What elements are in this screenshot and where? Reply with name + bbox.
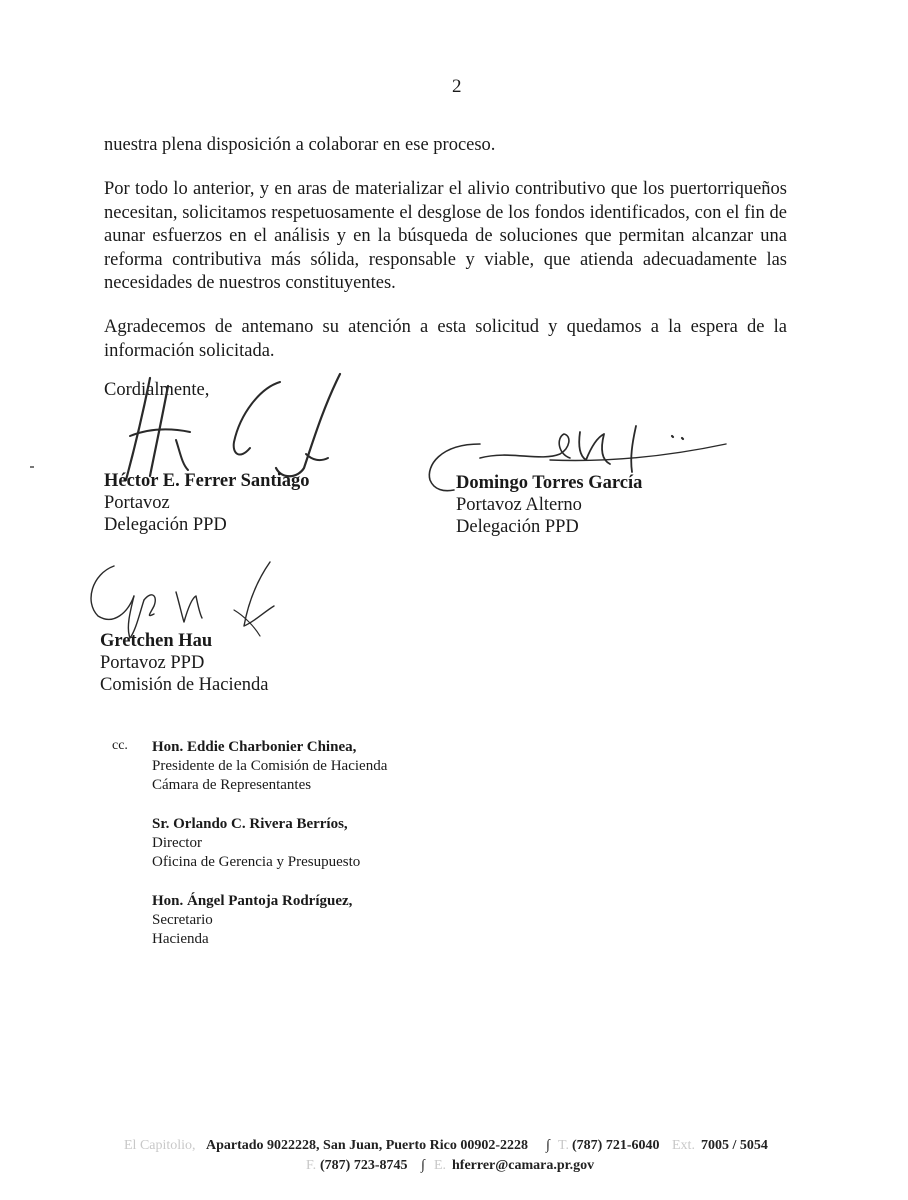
cc-label: cc. (112, 738, 128, 753)
body-paragraph-3: Agradecemos de antemano su atención a esta solicitud y quedamos a la espera de la información solicitada. (104, 317, 787, 361)
cc-recipient-name: Hon. Ángel Pantoja Rodríguez, (152, 893, 353, 909)
cc-recipient-title: Secretario (152, 912, 213, 928)
footer-address: Apartado 9022228, San Juan, Puerto Rico 00902-2228 (206, 1138, 529, 1153)
signatory-ferrer (104, 470, 310, 536)
scan-mark (30, 466, 34, 468)
signatory-role: Portavoz PPD (100, 653, 205, 673)
signatory-role: Portavoz Alterno (456, 495, 582, 515)
body-paragraph-2: Por todo lo anterior, y en aras de materializar el alivio contributivo que los puertorriqueños necesitan, solicitamos respetuosamente el desglose de los fondos identificados, con el fin de aunar esfuerzos en el análisis y en la búsqueda de soluciones que permitan alcanzar una reforma contributiva más sólida, responsable y viable, que atienda adecuadamente las necesidades de nuestros constituyentes. (104, 179, 787, 293)
signatory-hau (100, 630, 269, 696)
cc-recipient-office: Cámara de Representantes (152, 777, 312, 793)
footer-faint-text: F. (306, 1158, 317, 1173)
cc-recipient-name: Hon. Eddie Charbonier Chinea, (152, 739, 357, 755)
signatory-torres (456, 472, 642, 538)
footer-faint-text: T. (558, 1138, 570, 1153)
signatory-name: Héctor E. Ferrer Santiago (104, 471, 310, 491)
cc-recipient-title: Director (152, 835, 202, 851)
cc-recipient-office: Oficina de Gerencia y Presupuesto (152, 854, 361, 870)
cc-recipient-title: Presidente de la Comisión de Hacienda (152, 758, 388, 774)
footer-faint-text: E. (434, 1158, 447, 1173)
page-number: 2 (452, 76, 462, 97)
footer-email: hferrer@camara.pr.gov (452, 1158, 595, 1173)
footer-fax: (787) 723-8745 (320, 1158, 408, 1173)
signatory-name: Gretchen Hau (100, 631, 213, 651)
footer-separator: ∫ (546, 1138, 550, 1153)
body-paragraph-1: nuestra plena disposición a colaborar en ese proceso. (104, 135, 496, 155)
footer-separator: ∫ (421, 1158, 425, 1173)
signatory-name: Domingo Torres García (456, 473, 643, 493)
closing-salutation: Cordialmente, (104, 380, 210, 400)
cc-recipient (152, 892, 352, 949)
footer-phone: (787) 721-6040 (572, 1138, 660, 1153)
footer-extension: 7005 / 5054 (701, 1138, 768, 1153)
cc-recipient-name: Sr. Orlando C. Rivera Berríos, (152, 816, 348, 832)
signatory-group: Delegación PPD (456, 517, 579, 537)
cc-recipient (152, 815, 360, 872)
signatory-group: Comisión de Hacienda (100, 675, 269, 695)
signatory-group: Delegación PPD (104, 515, 227, 535)
signatory-role: Portavoz (104, 493, 170, 513)
cc-recipient-office: Hacienda (152, 931, 209, 947)
footer-faint-text: Ext. (672, 1138, 695, 1153)
cc-recipient (152, 738, 387, 795)
footer-faint-text: El Capitolio, (124, 1138, 196, 1153)
